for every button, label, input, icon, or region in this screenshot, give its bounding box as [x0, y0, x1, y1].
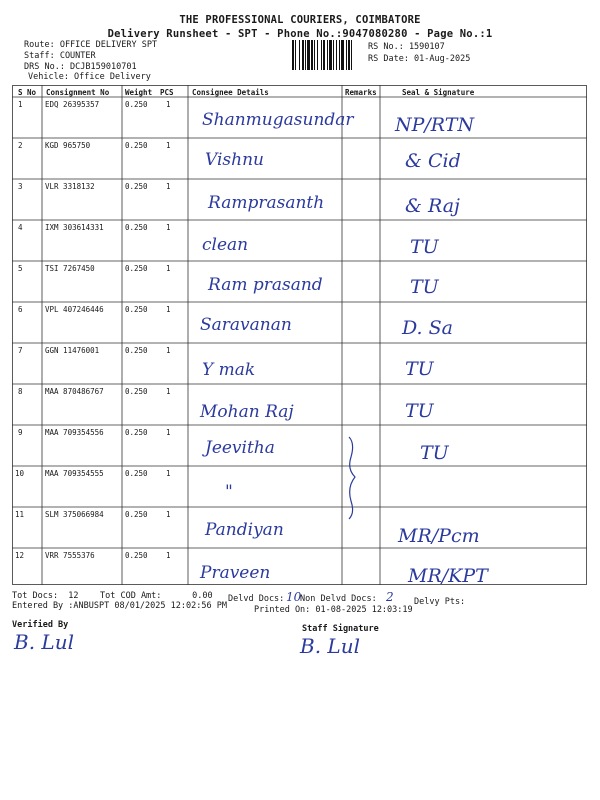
row-weight: 0.250	[125, 346, 148, 355]
row-sno: 1	[18, 100, 23, 109]
delvd-docs-label: Delvd Docs:	[228, 594, 285, 604]
col-header-consignment: Consignment No	[46, 88, 110, 97]
row-sno: 3	[18, 182, 23, 191]
row-sno: 11	[15, 510, 25, 519]
row-consignment: VRR 7555376	[45, 551, 95, 560]
row-pcs: 1	[166, 100, 171, 109]
col-header-consignee: Consignee Details	[192, 88, 269, 97]
row-consignment: SLM 375066984	[45, 510, 104, 519]
row-pcs: 1	[166, 223, 171, 232]
row-consignment: MAA 709354556	[45, 428, 104, 437]
verified-by-label: Verified By	[12, 620, 69, 630]
row-pcs: 1	[166, 346, 171, 355]
row-weight: 0.250	[125, 223, 148, 232]
row-seal: TU	[410, 276, 439, 298]
row-weight: 0.250	[125, 551, 148, 560]
row-consignment: MAA 709354555	[45, 469, 104, 478]
document-title: THE PROFESSIONAL COURIERS, COIMBATORE	[179, 14, 421, 26]
row-consignee: clean	[202, 235, 249, 255]
col-header-weight: Weight	[125, 88, 153, 97]
row-seal: TU	[405, 400, 434, 422]
row-consignment: IXM 303614331	[45, 223, 104, 232]
row-seal: TU	[410, 236, 439, 258]
row-pcs: 1	[166, 469, 171, 478]
row-sno: 9	[18, 428, 23, 437]
rs-no-label: RS No.: 1590107	[368, 42, 445, 52]
verifier-signature: B. Lul	[14, 630, 74, 654]
delvy-pts-label: Delvy Pts:	[414, 597, 466, 607]
col-header-pcs: PCS	[160, 88, 174, 97]
row-seal: NP/RTN	[395, 114, 475, 136]
printed-on-label: Printed On: 01-08-2025 12:03:19	[254, 605, 413, 615]
row-seal: D. Sa	[402, 317, 453, 339]
row-pcs: 1	[166, 141, 171, 150]
row-seal: TU	[420, 442, 449, 464]
tot-cod-label: Tot COD Amt: 0.00	[100, 591, 213, 601]
vehicle-label: Vehicle: Office Delivery	[28, 72, 151, 82]
row-consignment: KGD 965750	[45, 141, 91, 150]
row-pcs: 1	[166, 510, 171, 519]
non-delvd-docs-handwritten: 2	[386, 590, 394, 604]
row-weight: 0.250	[125, 141, 148, 150]
row-seal: TU	[405, 358, 434, 380]
row-sno: 5	[18, 264, 23, 273]
row-consignee: Mohan Raj	[200, 402, 294, 422]
row-weight: 0.250	[125, 510, 148, 519]
row-consignee: Ramprasanth	[208, 193, 325, 213]
row-weight: 0.250	[125, 182, 148, 191]
document-subtitle: Delivery Runsheet - SPT - Phone No.:9047080280 - Page No.:1	[107, 28, 493, 40]
staff-signature: B. Lul	[300, 634, 360, 658]
entered-by-label: Entered By :ANBUSPT 08/01/2025 12:02:56 PM	[12, 601, 227, 611]
row-consignee: Jeevitha	[205, 438, 275, 458]
row-sno: 7	[18, 346, 23, 355]
staff-signature-label: Staff Signature	[302, 624, 379, 634]
row-consignee: Ram prasand	[208, 275, 323, 295]
col-header-remarks: Remarks	[345, 88, 377, 97]
row-sno: 8	[18, 387, 23, 396]
row-pcs: 1	[166, 264, 171, 273]
row-sno: 6	[18, 305, 23, 314]
row-consignee: Praveen	[200, 563, 271, 583]
rs-date-label: RS Date: 01-Aug-2025	[368, 54, 471, 64]
row-consignment: MAA 870486767	[45, 387, 104, 396]
row-consignee: Saravanan	[200, 315, 292, 335]
tot-docs-label: Tot Docs: 12	[12, 591, 79, 601]
row-seal: MR/Pcm	[398, 525, 480, 547]
row-consignee: Shanmugasundar	[202, 110, 354, 130]
row-consignee: "	[225, 482, 233, 502]
row-weight: 0.250	[125, 305, 148, 314]
row-consignment: EDQ 26395357	[45, 100, 100, 109]
row-weight: 0.250	[125, 469, 148, 478]
row-pcs: 1	[166, 551, 171, 560]
row-sno: 4	[18, 223, 23, 232]
row-pcs: 1	[166, 182, 171, 191]
col-header-seal: Seal & Signature	[402, 88, 475, 97]
row-pcs: 1	[166, 305, 171, 314]
route-label: Route: OFFICE DELIVERY SPT	[24, 40, 158, 50]
row-consignment: VPL 407246446	[45, 305, 104, 314]
non-delvd-docs-label: Non Delvd Docs:	[300, 594, 377, 604]
row-sno: 12	[15, 551, 25, 560]
staff-label: Staff: COUNTER	[24, 51, 96, 61]
row-weight: 0.250	[125, 428, 148, 437]
row-consignment: TSI 7267450	[45, 264, 95, 273]
drs-no-label: DRS No.: DCJB159010701	[24, 62, 137, 72]
row-sno: 2	[18, 141, 23, 150]
row-consignment: GGN 11476001	[45, 346, 100, 355]
row-pcs: 1	[166, 387, 171, 396]
delvd-docs-handwritten: 10	[286, 590, 302, 604]
row-seal: & Cid	[405, 150, 461, 172]
row-weight: 0.250	[125, 100, 148, 109]
row-weight: 0.250	[125, 387, 148, 396]
barcode-image	[292, 40, 364, 70]
row-consignee: Vishnu	[205, 150, 264, 170]
row-consignee: Y mak	[202, 360, 256, 380]
row-weight: 0.250	[125, 264, 148, 273]
row-consignment: VLR 3318132	[45, 182, 95, 191]
row-consignee: Pandiyan	[205, 520, 284, 540]
row-seal: & Raj	[405, 195, 460, 217]
col-header-sno: S No	[18, 88, 37, 97]
row-pcs: 1	[166, 428, 171, 437]
row-sno: 10	[15, 469, 25, 478]
row-seal: MR/KPT	[408, 565, 488, 587]
